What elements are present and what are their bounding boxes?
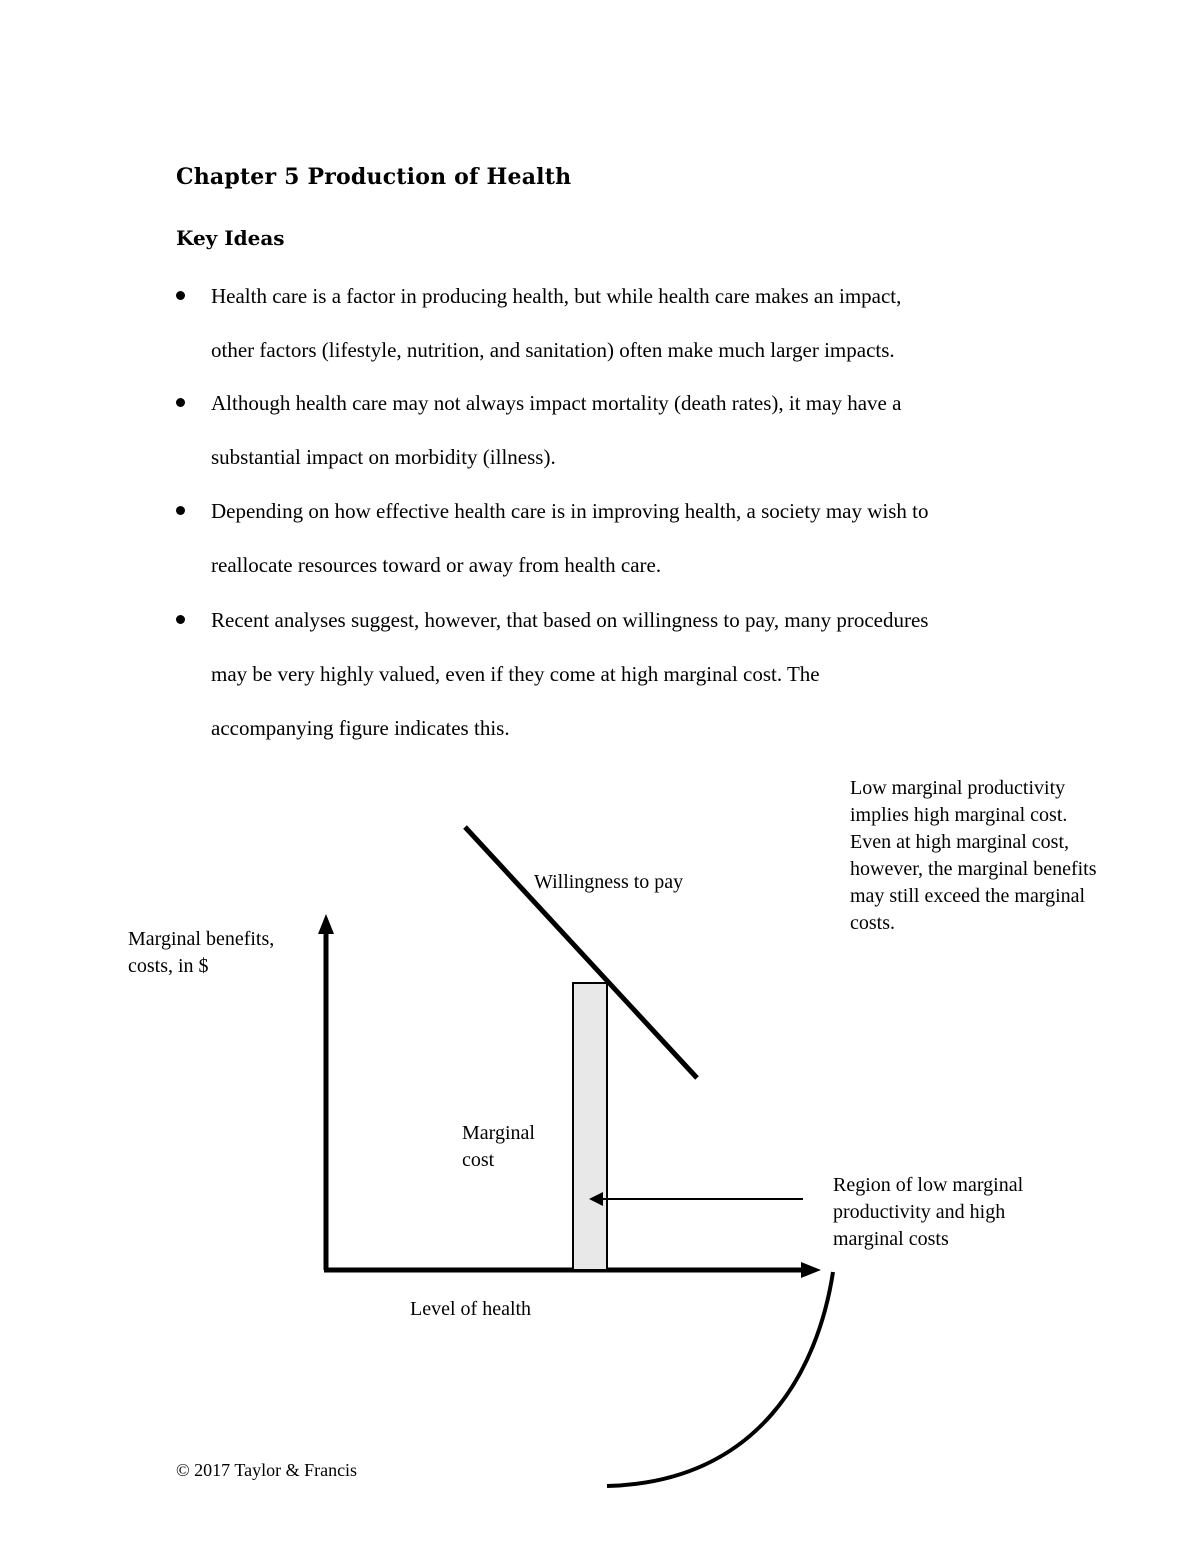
x-axis-arrowhead <box>801 1262 821 1278</box>
curved-bracket <box>607 1272 833 1486</box>
y-axis-arrowhead <box>318 914 334 934</box>
bullet-text-line: substantial impact on morbidity (illness). <box>211 445 556 469</box>
bullet-text-line: accompanying figure indicates this. <box>211 716 510 740</box>
bullet-text-line: reallocate resources toward or away from health care. <box>211 553 662 577</box>
annotation-region: Region of low marginal productivity and high marginal costs <box>833 1174 1024 1250</box>
bullet-text-line: Recent analyses suggest, however, that based on willingness to pay, many procedures <box>211 608 929 632</box>
willingness-to-pay-label: Willingness to pay <box>534 871 684 893</box>
chapter-title: Chapter 5 Production of Health <box>176 164 572 190</box>
bullet-text-line: Depending on how effective health care is in improving health, a society may wish to <box>211 499 929 523</box>
y-axis-label: Marginal benefits, costs, in $ <box>128 928 275 977</box>
bullet-text-line: other factors (lifestyle, nutrition, and sanitation) often make much larger impacts. <box>211 338 895 362</box>
annotation-top: Low marginal productivity implies high marginal cost. Even at high marginal cost, however, the marginal benefits may still exceed the marginal costs. <box>850 777 1097 934</box>
marginal-cost-label: Marginal cost <box>462 1122 535 1171</box>
bullet-text-line: may be very highly valued, even if they come at high marginal cost. The <box>211 662 820 686</box>
x-axis-label: Level of health <box>410 1298 532 1320</box>
key-ideas-heading: Key Ideas <box>176 226 285 250</box>
bullet-text-line: Health care is a factor in producing health, but while health care makes an impact, <box>211 284 902 308</box>
marginal-cost-bar <box>573 983 607 1270</box>
bullet-text-line: Although health care may not always impact mortality (death rates), it may have a <box>211 391 902 415</box>
copyright-footer: © 2017 Taylor & Francis <box>176 1460 358 1480</box>
